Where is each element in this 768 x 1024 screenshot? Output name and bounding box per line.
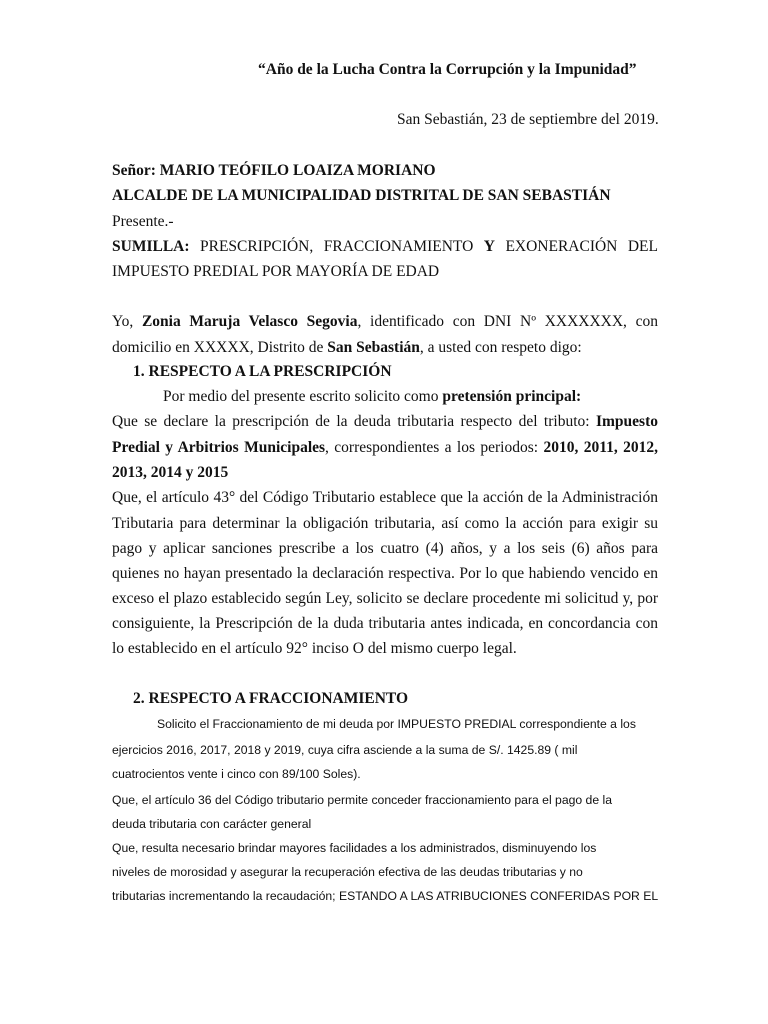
paragraph-line: Solicito el Fraccionamiento de mi deuda por IMPUESTO PREDIAL correspondiente a los (157, 717, 636, 731)
sumilla-word: EXONERACIÓN (505, 238, 618, 255)
paragraph-line: pago y aplicar sanciones prescribe a los cuatro (4) años, y a los seis (6) años para (112, 540, 658, 557)
text: , correspondientes a los periodos: (325, 439, 544, 456)
text: , identificado con DNI Nº XXXXXXX, con (357, 313, 658, 330)
paragraph-line: exceso el plazo establecido según Ley, solicito se declare procedente mi solicitud y, por (112, 590, 658, 607)
intro-line (112, 338, 582, 358)
text: 2010, 2011, 2012, (543, 439, 658, 456)
place-date: San Sebastián, 23 de septiembre del 2019. (397, 111, 659, 128)
district-name: San Sebastián (327, 339, 420, 356)
paragraph-line: deuda tributaria con carácter general (112, 817, 312, 831)
paragraph-line: niveles de morosidad y asegurar la recuperación efectiva de las deudas tributarias y no (112, 865, 583, 879)
paragraph-line: Que, resulta necesario brindar mayores facilidades a los administrados, disminuyendo los (112, 841, 597, 855)
text: Yo, (112, 313, 142, 330)
text: domicilio en XXXXX, Distrito de (112, 339, 328, 356)
motto: “Año de la Lucha Contra la Corrupción y la Impunidad” (258, 61, 637, 78)
intro-line (112, 312, 658, 332)
paragraph-line (112, 412, 658, 432)
paragraph-line: Que, el artículo 43° del Código Tributario establece que la acción de la Administración (112, 489, 658, 506)
sumilla-word: PRESCRIPCIÓN, (199, 238, 314, 255)
paragraph-line: lo establecido en el artículo 92° inciso O del mismo cuerpo legal. (112, 640, 517, 657)
paragraph-line: consiguiente, la Prescripción de la duda tributaria antes indicada, en concordancia con (112, 615, 658, 632)
paragraph-line: tributarias incrementando la recaudación; ESTANDO A LAS ATRIBUCIONES CONFERIDAS POR EL (112, 889, 659, 903)
paragraph-line (112, 438, 658, 458)
addressee-name: Señor: MARIO TEÓFILO LOAIZA MORIANO (112, 162, 436, 179)
sumilla-line (112, 237, 658, 257)
paragraph-line: cuatrocientos vente i cinco con 89/100 Soles). (112, 767, 361, 781)
paragraph-line: Tributaria para determinar la obligación tributaria, así como la acción para exigir su (112, 515, 658, 532)
sumilla-label: SUMILLA: (112, 238, 190, 255)
sumilla-word: FRACCIONAMIENTO (323, 238, 474, 255)
applicant-name: Zonia Maruja Velasco Segovia (141, 313, 358, 330)
sumilla-subject: IMPUESTO PREDIAL POR MAYORÍA DE EDAD (112, 263, 440, 280)
paragraph-line: ejercicios 2016, 2017, 2018 y 2019, cuya cifra asciende a la suma de S/. 1425.89 ( mil (112, 743, 578, 757)
text: pretensión principal: (442, 388, 582, 405)
text: Que se declare la prescripción de la deuda tributaria respecto del tributo: (112, 413, 596, 430)
text: Predial y Arbitrios Municipales (112, 439, 326, 456)
text: Impuesto (595, 413, 658, 430)
presente: Presente.- (112, 213, 174, 230)
section-heading-fraccionamiento: 2. RESPECTO A FRACCIONAMIENTO (133, 690, 409, 707)
text: , a usted con respeto digo: (419, 339, 582, 356)
text: Por medio del presente escrito solicito como (163, 388, 443, 405)
paragraph-line: quienes no hayan presentado la declaración respectiva. Por lo que habiendo vencido en (112, 565, 658, 582)
section-heading-prescripcion: 1. RESPECTO A LA PRESCRIPCIÓN (133, 363, 392, 380)
sumilla-word: Y (483, 238, 495, 255)
paragraph-line: 2013, 2014 y 2015 (112, 464, 229, 481)
addressee-title: ALCALDE DE LA MUNICIPALIDAD DISTRITAL DE SAN SEBASTIÁN (112, 187, 611, 204)
paragraph-line (163, 387, 581, 407)
sumilla-word: DEL (627, 238, 658, 255)
paragraph-line: Que, el artículo 36 del Código tributario permite conceder fraccionamiento para el pago de la (112, 793, 612, 807)
